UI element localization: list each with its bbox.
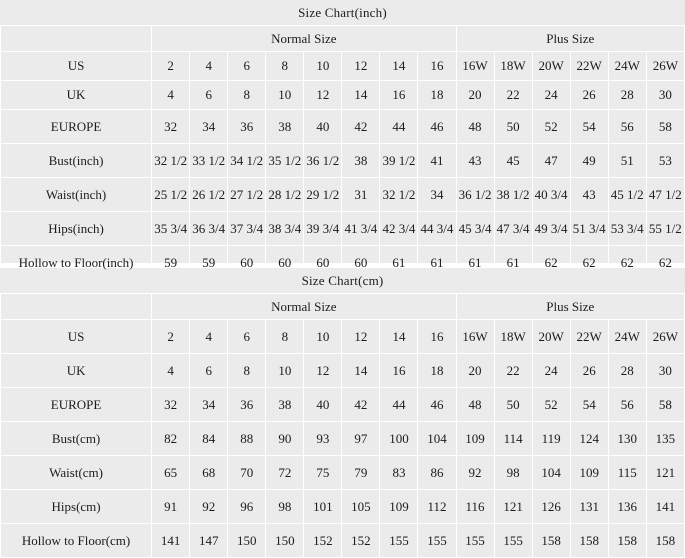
table-row <box>1 144 685 178</box>
cell: 20W <box>532 320 570 354</box>
cell: 24W <box>608 320 646 354</box>
table-group-row <box>1 294 685 320</box>
cell: 52 <box>532 388 570 422</box>
cell: 116 <box>456 490 494 524</box>
cell: 27 1/2 <box>228 178 266 212</box>
cell: 6 <box>228 52 266 81</box>
cell: 158 <box>608 524 646 558</box>
row-label: Hips(inch) <box>1 212 152 246</box>
cell: 30 <box>646 354 684 388</box>
cell: 75 <box>304 456 342 490</box>
cell: 65 <box>152 456 190 490</box>
group-header-normal-size: Normal Size <box>152 26 456 52</box>
cell: 101 <box>304 490 342 524</box>
cell: 59 <box>152 246 190 280</box>
table-row <box>1 354 685 388</box>
cell: 47 1/2 <box>646 178 684 212</box>
cell: 155 <box>494 524 532 558</box>
cell: 44 <box>380 110 418 144</box>
cell: 58 <box>646 388 684 422</box>
cell: 39 1/2 <box>380 144 418 178</box>
group-header-plus-size: Plus Size <box>456 294 684 320</box>
cell: 16 <box>380 81 418 110</box>
cell: 42 <box>342 110 380 144</box>
cell: 36 3/4 <box>190 212 228 246</box>
cell: 34 <box>190 388 228 422</box>
chart-title: Size Chart(cm) <box>1 268 685 294</box>
cell: 18 <box>418 354 456 388</box>
cell: 36 <box>228 388 266 422</box>
table-title-row <box>1 0 685 26</box>
cell: 26W <box>646 320 684 354</box>
table-title-row <box>1 268 685 294</box>
table-group-row <box>1 26 685 52</box>
cell: 130 <box>608 422 646 456</box>
cell: 152 <box>304 524 342 558</box>
chart-title: Size Chart(inch) <box>1 0 685 26</box>
cell: 124 <box>570 422 608 456</box>
cell: 16W <box>456 52 494 81</box>
cell: 35 1/2 <box>266 144 304 178</box>
cell: 20 <box>456 81 494 110</box>
cell: 104 <box>418 422 456 456</box>
cell: 26 <box>570 354 608 388</box>
cell: 86 <box>418 456 456 490</box>
cell: 121 <box>646 456 684 490</box>
cell: 24W <box>608 52 646 81</box>
cell: 47 3/4 <box>494 212 532 246</box>
cell: 26 <box>570 81 608 110</box>
cell: 16 <box>418 320 456 354</box>
cell: 28 <box>608 81 646 110</box>
cell: 91 <box>152 490 190 524</box>
cell: 12 <box>304 354 342 388</box>
cell: 16W <box>456 320 494 354</box>
cell: 62 <box>570 246 608 280</box>
cell: 59 <box>190 246 228 280</box>
cell: 8 <box>228 354 266 388</box>
cell: 12 <box>304 81 342 110</box>
cell: 47 <box>532 144 570 178</box>
cell: 51 3/4 <box>570 212 608 246</box>
cell: 32 <box>152 388 190 422</box>
cell: 2 <box>152 52 190 81</box>
row-label: UK <box>1 81 152 110</box>
cell: 61 <box>380 246 418 280</box>
cell: 42 3/4 <box>380 212 418 246</box>
cell: 22W <box>570 52 608 81</box>
cell: 6 <box>190 81 228 110</box>
cell: 92 <box>190 490 228 524</box>
cell: 152 <box>342 524 380 558</box>
cell: 38 <box>342 144 380 178</box>
cell: 41 3/4 <box>342 212 380 246</box>
cell: 44 <box>380 388 418 422</box>
size-chart-cm-block <box>0 268 685 548</box>
cell: 30 <box>646 81 684 110</box>
table-row <box>1 456 685 490</box>
cell: 58 <box>646 110 684 144</box>
cell: 62 <box>646 246 684 280</box>
cell: 25 1/2 <box>152 178 190 212</box>
table-row <box>1 388 685 422</box>
cell: 92 <box>456 456 494 490</box>
cell: 88 <box>228 422 266 456</box>
cell: 114 <box>494 422 532 456</box>
cell: 32 1/2 <box>380 178 418 212</box>
table-row <box>1 320 685 354</box>
cell: 18 <box>418 81 456 110</box>
cell: 18W <box>494 320 532 354</box>
cell: 136 <box>608 490 646 524</box>
cell: 49 3/4 <box>532 212 570 246</box>
cell: 97 <box>342 422 380 456</box>
cell: 31 <box>342 178 380 212</box>
row-label: Hollow to Floor(cm) <box>1 524 152 558</box>
cell: 62 <box>532 246 570 280</box>
cell: 68 <box>190 456 228 490</box>
size-chart-inch-block <box>0 0 685 270</box>
table-row <box>1 178 685 212</box>
cell: 24 <box>532 354 570 388</box>
table-row <box>1 422 685 456</box>
cell: 158 <box>532 524 570 558</box>
cell: 48 <box>456 388 494 422</box>
cell: 104 <box>532 456 570 490</box>
cell: 158 <box>646 524 684 558</box>
cell: 141 <box>152 524 190 558</box>
cell: 4 <box>152 81 190 110</box>
cell: 16 <box>418 52 456 81</box>
cell: 56 <box>608 388 646 422</box>
cell: 18W <box>494 52 532 81</box>
cell: 8 <box>228 81 266 110</box>
cell: 12 <box>342 52 380 81</box>
cell: 38 <box>266 388 304 422</box>
cell: 72 <box>266 456 304 490</box>
cell: 53 3/4 <box>608 212 646 246</box>
cell: 54 <box>570 110 608 144</box>
table-row <box>1 81 685 110</box>
cell: 60 <box>228 246 266 280</box>
cell: 12 <box>342 320 380 354</box>
cell: 48 <box>456 110 494 144</box>
cell: 131 <box>570 490 608 524</box>
cell: 37 3/4 <box>228 212 266 246</box>
cell: 32 1/2 <box>152 144 190 178</box>
cell: 98 <box>266 490 304 524</box>
cell: 155 <box>418 524 456 558</box>
cell: 8 <box>266 320 304 354</box>
row-label: Waist(cm) <box>1 456 152 490</box>
cell: 36 <box>228 110 266 144</box>
cell: 62 <box>608 246 646 280</box>
row-label: Hips(cm) <box>1 490 152 524</box>
cell: 28 <box>608 354 646 388</box>
cell: 126 <box>532 490 570 524</box>
cell: 6 <box>228 320 266 354</box>
cell: 10 <box>304 320 342 354</box>
cell: 84 <box>190 422 228 456</box>
cell: 93 <box>304 422 342 456</box>
cell: 45 1/2 <box>608 178 646 212</box>
row-label: US <box>1 52 152 81</box>
cell: 61 <box>418 246 456 280</box>
cell: 20 <box>456 354 494 388</box>
cell: 96 <box>228 490 266 524</box>
group-header-blank <box>1 26 152 52</box>
cell: 43 <box>456 144 494 178</box>
cell: 119 <box>532 422 570 456</box>
cell: 60 <box>342 246 380 280</box>
row-label: EUROPE <box>1 388 152 422</box>
cell: 4 <box>190 52 228 81</box>
cell: 51 <box>608 144 646 178</box>
cell: 135 <box>646 422 684 456</box>
row-label: Waist(inch) <box>1 178 152 212</box>
cell: 26W <box>646 52 684 81</box>
cell: 55 1/2 <box>646 212 684 246</box>
table-row <box>1 52 685 81</box>
cell: 28 1/2 <box>266 178 304 212</box>
cell: 158 <box>570 524 608 558</box>
cell: 44 3/4 <box>418 212 456 246</box>
cell: 34 1/2 <box>228 144 266 178</box>
cell: 50 <box>494 388 532 422</box>
cell: 33 1/2 <box>190 144 228 178</box>
table-row <box>1 110 685 144</box>
cell: 79 <box>342 456 380 490</box>
row-label: EUROPE <box>1 110 152 144</box>
cell: 82 <box>152 422 190 456</box>
row-label: Bust(cm) <box>1 422 152 456</box>
size-chart-cm-table <box>0 268 685 558</box>
cell: 49 <box>570 144 608 178</box>
cell: 34 <box>418 178 456 212</box>
cell: 141 <box>646 490 684 524</box>
cell: 109 <box>456 422 494 456</box>
cell: 8 <box>266 52 304 81</box>
cell: 38 <box>266 110 304 144</box>
cell: 14 <box>380 320 418 354</box>
cell: 46 <box>418 110 456 144</box>
cell: 6 <box>190 354 228 388</box>
row-label: Bust(inch) <box>1 144 152 178</box>
cell: 60 <box>266 246 304 280</box>
cell: 155 <box>456 524 494 558</box>
cell: 14 <box>342 81 380 110</box>
cell: 100 <box>380 422 418 456</box>
cell: 56 <box>608 110 646 144</box>
cell: 40 <box>304 388 342 422</box>
cell: 22W <box>570 320 608 354</box>
cell: 83 <box>380 456 418 490</box>
cell: 70 <box>228 456 266 490</box>
cell: 90 <box>266 422 304 456</box>
cell: 34 <box>190 110 228 144</box>
cell: 10 <box>266 354 304 388</box>
cell: 36 1/2 <box>456 178 494 212</box>
row-label: Hollow to Floor(inch) <box>1 246 152 280</box>
cell: 29 1/2 <box>304 178 342 212</box>
table-row <box>1 490 685 524</box>
cell: 46 <box>418 388 456 422</box>
cell: 98 <box>494 456 532 490</box>
cell: 112 <box>418 490 456 524</box>
cell: 32 <box>152 110 190 144</box>
cell: 22 <box>494 81 532 110</box>
row-label: UK <box>1 354 152 388</box>
cell: 45 <box>494 144 532 178</box>
cell: 35 3/4 <box>152 212 190 246</box>
group-header-blank <box>1 294 152 320</box>
table-row <box>1 212 685 246</box>
cell: 155 <box>380 524 418 558</box>
cell: 4 <box>190 320 228 354</box>
cell: 42 <box>342 388 380 422</box>
group-header-plus-size: Plus Size <box>456 26 685 52</box>
cell: 109 <box>380 490 418 524</box>
cell: 150 <box>266 524 304 558</box>
cell: 16 <box>380 354 418 388</box>
cell: 2 <box>152 320 190 354</box>
cell: 38 3/4 <box>266 212 304 246</box>
cell: 53 <box>646 144 684 178</box>
cell: 36 1/2 <box>304 144 342 178</box>
cell: 52 <box>532 110 570 144</box>
cell: 45 3/4 <box>456 212 494 246</box>
cell: 60 <box>304 246 342 280</box>
cell: 150 <box>228 524 266 558</box>
cell: 14 <box>342 354 380 388</box>
cell: 147 <box>190 524 228 558</box>
cell: 43 <box>570 178 608 212</box>
cell: 14 <box>380 52 418 81</box>
cell: 40 <box>304 110 342 144</box>
cell: 109 <box>570 456 608 490</box>
cell: 20W <box>532 52 570 81</box>
cell: 61 <box>494 246 532 280</box>
cell: 24 <box>532 81 570 110</box>
cell: 115 <box>608 456 646 490</box>
cell: 121 <box>494 490 532 524</box>
cell: 61 <box>456 246 494 280</box>
cell: 105 <box>342 490 380 524</box>
cell: 4 <box>152 354 190 388</box>
cell: 10 <box>266 81 304 110</box>
cell: 26 1/2 <box>190 178 228 212</box>
cell: 40 3/4 <box>532 178 570 212</box>
cell: 41 <box>418 144 456 178</box>
cell: 54 <box>570 388 608 422</box>
cell: 22 <box>494 354 532 388</box>
cell: 10 <box>304 52 342 81</box>
cell: 38 1/2 <box>494 178 532 212</box>
group-header-normal-size: Normal Size <box>152 294 456 320</box>
row-label: US <box>1 320 152 354</box>
cell: 39 3/4 <box>304 212 342 246</box>
cell: 50 <box>494 110 532 144</box>
